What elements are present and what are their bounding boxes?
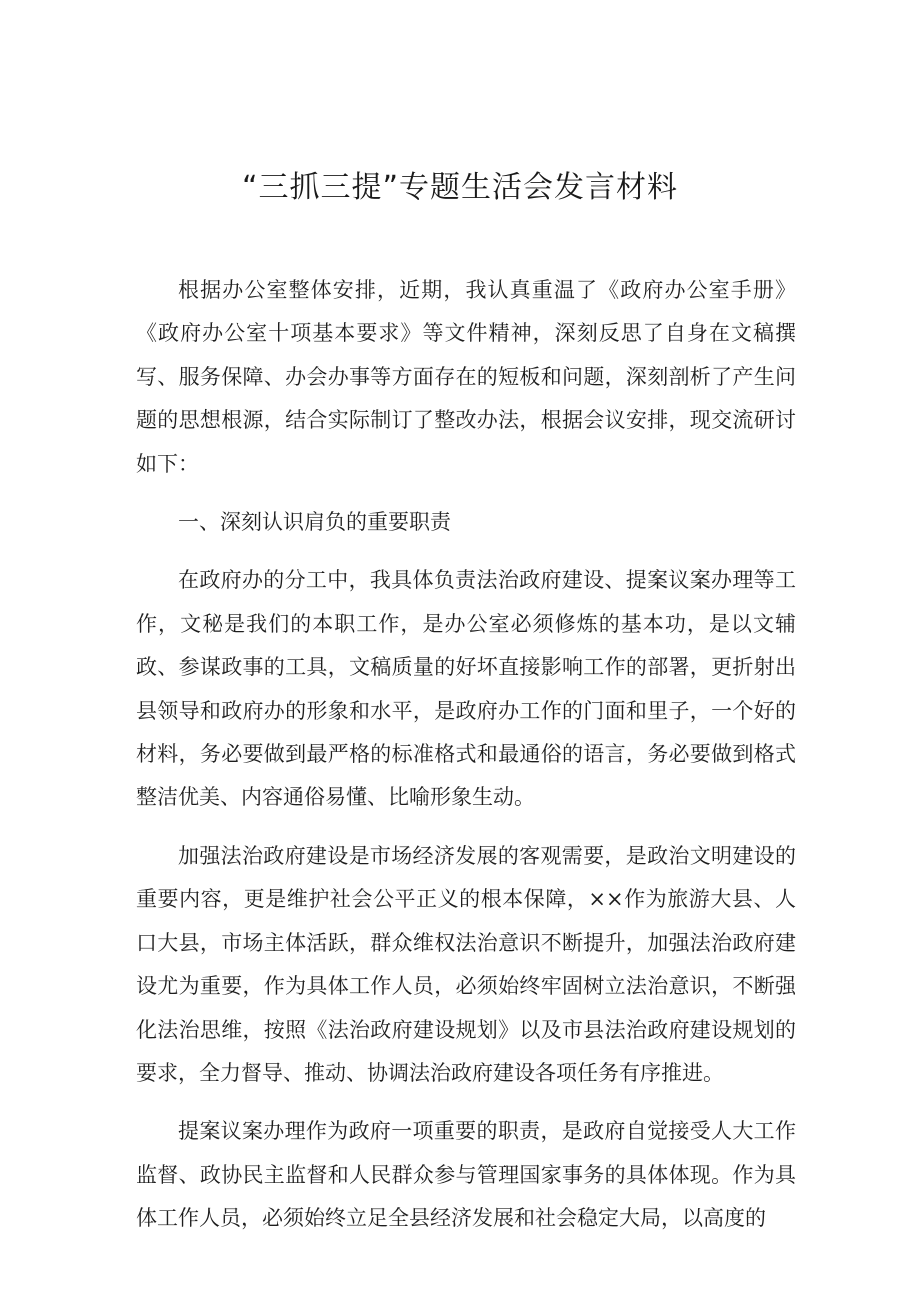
body-paragraph: 提案议案办理作为政府一项重要的职责，是政府自觉接受人大工作监督、政协民主监督和人民群众参与管理国家事务的具体体现。作为具体工作人员，必须始终立足全县经济发展和社会稳定大局，以高度的	[136, 1119, 796, 1231]
body-paragraph: 在政府办的分工中，我具体负责法治政府建设、提案议案办理等工作，文秘是我们的本职工作，是办公室必须修炼的基本功，是以文辅政、参谋政事的工具，文稿质量的好坏直接影响工作的部署，更折射出县领导和政府办的形象和水平，是政府办工作的门面和里子，一个好的材料，务必要做到最严格的标准格式和最通俗的语言，务必要做到格式整洁优美、内容通俗易懂、比喻形象生动。	[136, 568, 796, 810]
body-paragraph: 加强法治政府建设是市场经济发展的客观需要，是政治文明建设的重要内容，更是维护社会公平正义的根本保障，××作为旅游大县、人口大县，市场主体活跃，群众维权法治意识不断提升，加强法治政府建设尤为重要，作为具体工作人员，必须始终牢固树立法治意识，不断强化法治思维，按照《法治政府建设规划》以及市县法治政府建设规划的要求，全力督导、推动、协调法治政府建设各项任务有序推进。	[136, 843, 796, 1085]
intro-paragraph: 根据办公室整体安排，近期，我认真重温了《政府办公室手册》《政府办公室十项基本要求》等文件精神，深刻反思了自身在文稿撰写、服务保障、办会办事等方面存在的短板和问题，深刻剖析了产生问题的思想根源，结合实际制订了整改办法，根据会议安排，现交流研讨如下：	[136, 278, 796, 476]
document-body	[136, 269, 796, 1241]
section-heading: 一、深刻认识肩负的重要职责	[178, 510, 451, 535]
document-title: “三抓三提”专题生活会发言材料	[241, 170, 679, 205]
